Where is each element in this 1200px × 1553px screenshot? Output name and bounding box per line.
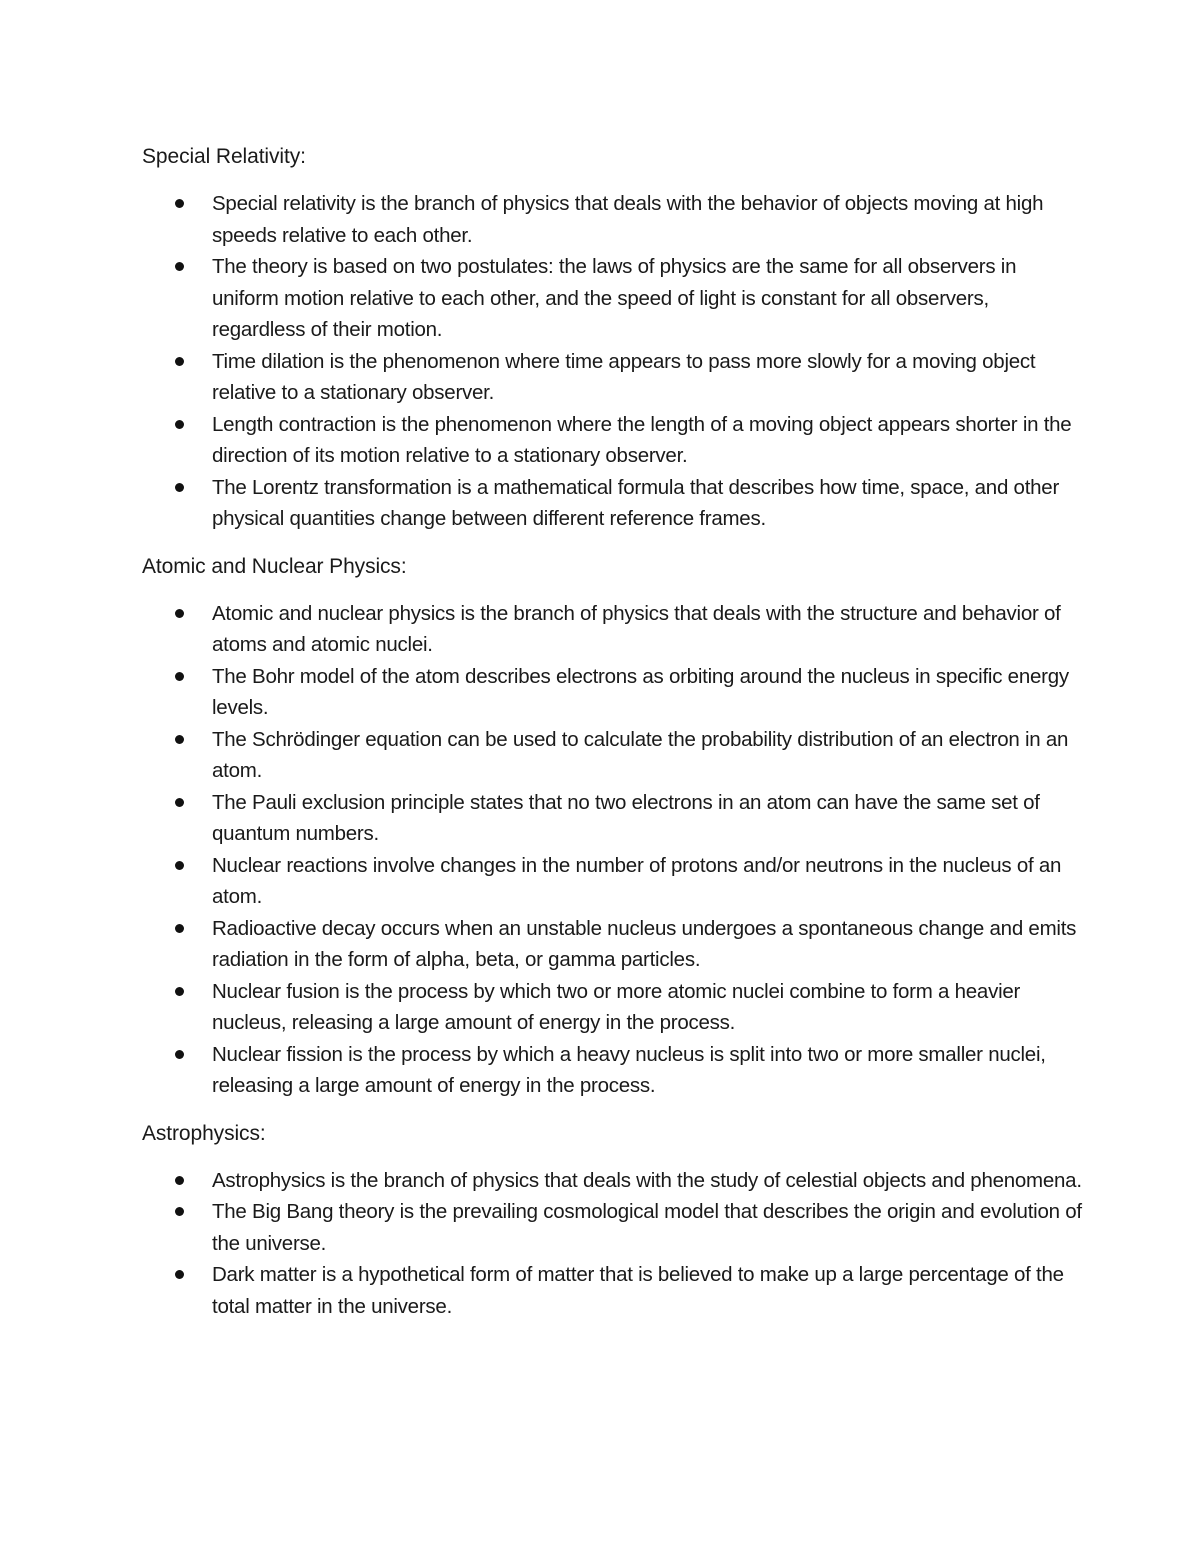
list-item	[142, 976, 1082, 1039]
section-heading: Atomic and Nuclear Physics:	[142, 554, 407, 578]
bullet-icon	[175, 861, 184, 870]
bullet-icon	[175, 262, 184, 271]
bullet-icon	[175, 357, 184, 366]
bullet-list	[142, 598, 1082, 1102]
list-item-text: Time dilation is the phenomenon where time appears to pass more slowly for a moving object relative to a stationary observer.	[212, 349, 1036, 404]
bullet-icon	[175, 1207, 184, 1216]
list-item	[142, 850, 1082, 913]
bullet-icon	[175, 987, 184, 996]
list-item-text: Nuclear reactions involve changes in the number of protons and/or neutrons in the nucleus of an atom.	[212, 853, 1062, 908]
list-item	[142, 598, 1082, 661]
list-item	[142, 1039, 1082, 1102]
list-item	[142, 661, 1082, 724]
list-item	[142, 409, 1082, 472]
bullet-icon	[175, 1176, 184, 1185]
list-item	[142, 1196, 1082, 1259]
section-atomic-nuclear-physics	[142, 551, 1082, 1102]
list-item	[142, 472, 1082, 535]
list-item-text: The Pauli exclusion principle states that no two electrons in an atom can have the same set of quantum numbers.	[212, 790, 1040, 845]
bullet-icon	[175, 199, 184, 208]
list-item	[142, 724, 1082, 787]
list-item-text: Dark matter is a hypothetical form of matter that is believed to make up a large percentage of the total matter in the universe.	[212, 1263, 1064, 1318]
list-item	[142, 1259, 1082, 1322]
list-item-text: The Bohr model of the atom describes electrons as orbiting around the nucleus in specific energy levels.	[212, 664, 1069, 719]
list-item-text: Special relativity is the branch of physics that deals with the behavior of objects moving at high speeds relative to each other.	[212, 192, 1044, 247]
bullet-icon	[175, 483, 184, 492]
bullet-list	[142, 1165, 1082, 1323]
bullet-icon	[175, 420, 184, 429]
list-item-text: Atomic and nuclear physics is the branch of physics that deals with the structure and behavior of atoms and atomic nuclei.	[212, 601, 1061, 656]
document-body	[142, 141, 1082, 1338]
list-item-text: Astrophysics is the branch of physics that deals with the study of celestial objects and phenomena.	[212, 1168, 1082, 1192]
section-heading: Special Relativity:	[142, 145, 306, 168]
bullet-icon	[175, 798, 184, 807]
list-item	[142, 787, 1082, 850]
bullet-icon	[175, 735, 184, 744]
list-item-text: The Big Bang theory is the prevailing cosmological model that describes the origin and evolution of the universe.	[212, 1200, 1082, 1255]
bullet-icon	[175, 609, 184, 618]
list-item	[142, 1165, 1082, 1197]
list-item	[142, 346, 1082, 409]
list-item-text: Radioactive decay occurs when an unstable nucleus undergoes a spontaneous change and emits radiation in the form of alpha, beta, or gamma particles.	[212, 916, 1077, 971]
list-item-text: Nuclear fusion is the process by which two or more atomic nuclei combine to form a heavier nucleus, releasing a large amount of energy in the process.	[212, 979, 1021, 1034]
bullet-icon	[175, 1050, 184, 1059]
list-item	[142, 251, 1082, 346]
list-item	[142, 913, 1082, 976]
section-astrophysics	[142, 1118, 1082, 1323]
list-item-text: The Schrödinger equation can be used to calculate the probability distribution of an electron in an atom.	[212, 727, 1069, 782]
list-item-text: Nuclear fission is the process by which a heavy nucleus is split into two or more smaller nuclei, releasing a large amount of energy in the process.	[212, 1042, 1046, 1097]
bullet-icon	[175, 1270, 184, 1279]
section-special-relativity	[142, 141, 1082, 535]
list-item-text: Length contraction is the phenomenon where the length of a moving object appears shorter in the direction of its motion relative to a stationary observer.	[212, 412, 1072, 467]
bullet-icon	[175, 924, 184, 933]
list-item-text: The theory is based on two postulates: the laws of physics are the same for all observers in uniform motion relative to each other, and the speed of light is constant for all observers, regardless of their motion.	[212, 255, 1017, 341]
list-item	[142, 188, 1082, 251]
list-item-text: The Lorentz transformation is a mathematical formula that describes how time, space, and other physical quantities change between different reference frames.	[212, 475, 1060, 530]
bullet-list	[142, 188, 1082, 535]
section-heading: Astrophysics:	[142, 1121, 266, 1145]
bullet-icon	[175, 672, 184, 681]
